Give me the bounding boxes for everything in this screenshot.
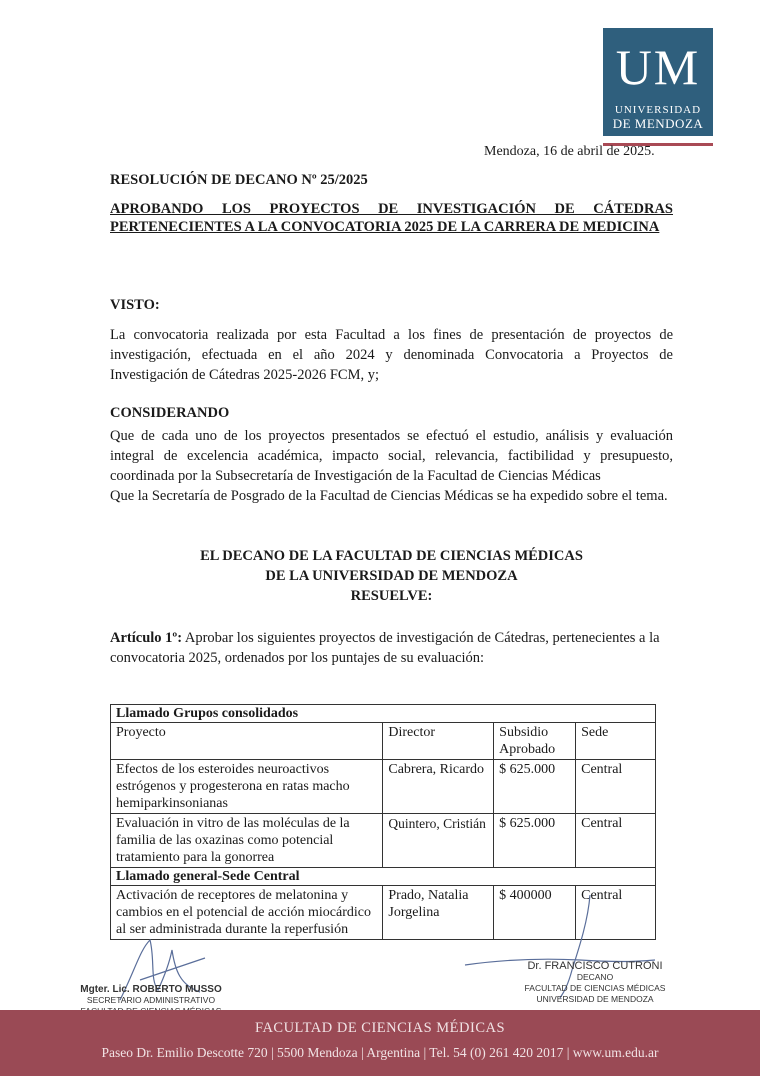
dean-name: Dr. FRANCISCO CUTRONI (527, 960, 663, 972)
resolution-number: RESOLUCIÓN DE DECANO Nº 25/2025 (110, 172, 368, 188)
article-1-text: Aprobar los siguientes proyectos de investigación de Cátedras, pertenecientes a la convocatoria 2025, ordenados por los puntajes de su evaluación: (110, 630, 660, 666)
cell-subsidy: $ 625.000 (494, 814, 576, 868)
page-footer (0, 1010, 760, 1076)
signature-block-dean (520, 961, 670, 1005)
considerando-body (110, 426, 673, 506)
visto-heading: VISTO: (110, 297, 160, 313)
section-title-consolidated: Llamado Grupos consolidados (111, 705, 656, 723)
dean-role: DECANO (576, 972, 614, 982)
dean-faculty: FACULTAD DE CIENCIAS MÉDICAS (524, 983, 666, 993)
considerando-heading: CONSIDERANDO (110, 405, 230, 421)
resolve-heading (110, 546, 673, 606)
resolution-subject: APROBANDO LOS PROYECTOS DE INVESTIGACIÓN DE CÁTEDRAS PERTENECIENTES A LA CONVOCATORIA 2025 DE LA CARRERA DE MEDICINA (110, 201, 673, 235)
cell-subsidy: $ 400000 (494, 886, 576, 940)
footer-address: Paseo Dr. Emilio Descotte 720 | 5500 Mendoza | Argentina | Tel. 54 (0) 261 420 2017 | www.um.edu.ar (101, 1045, 659, 1060)
considerando-paragraph-2: Que la Secretaría de Posgrado de la Facultad de Ciencias Médicas se ha expedido sobre el tema. (110, 488, 668, 504)
resolve-heading-line-1: EL DECANO DE LA FACULTAD DE CIENCIAS MÉDICAS (200, 548, 583, 564)
cell-director: Cabrera, Ricardo (383, 760, 494, 814)
date-line: Mendoza, 16 de abril de 2025. (484, 144, 655, 159)
table-section-row (111, 705, 656, 723)
resolve-heading-line-2: DE LA UNIVERSIDAD DE MENDOZA (265, 568, 518, 584)
cell-director: Quintero, Cristián (383, 814, 494, 868)
cell-project: Efectos de los esteroides neuroactivos estrógenos y progesterona en ratas macho hemiparkinsonianas (111, 760, 383, 814)
header-subsidy: Subsidio Aprobado (494, 723, 576, 760)
secretary-name: Mgter. Lic. ROBERTO MUSSO (80, 984, 222, 995)
article-1-label: Artículo 1º: (110, 630, 183, 646)
cell-site: Central (576, 814, 656, 868)
logo-line-2: DE MENDOZA (612, 116, 704, 131)
footer-faculty: FACULTAD DE CIENCIAS MÉDICAS (254, 1020, 506, 1036)
considerando-paragraph-1: Que de cada uno de los proyectos presentados se efectuó el estudio, análisis y evaluación integral de excelencia académica, impacto social, relevancia, factibilidad y presupuesto, coordinada por la Subsecretaría de Investigación de la Facultad de Ciencias Médicas (110, 428, 673, 484)
cell-project: Activación de receptores de melatonina y cambios en el potencial de acción miocárdico al ser administrada durante la reperfusión (111, 886, 383, 940)
table-header-row (111, 723, 656, 760)
logo-line-1: UNIVERSIDAD (614, 104, 702, 116)
cell-site: Central (576, 760, 656, 814)
article-1 (110, 628, 673, 668)
table-section-row (111, 868, 656, 886)
table-row (111, 814, 656, 868)
section-title-general: Llamado general-Sede Central (111, 868, 656, 886)
table-row (111, 760, 656, 814)
secretary-role: SECRETARIO ADMINISTRATIVO (86, 995, 216, 1005)
visto-text: La convocatoria realizada por esta Facultad a los fines de presentación de proyectos de investigación, efectuada en el año 2024 y denominada Convocatoria a Proyectos de Investigación de Cátedras 2025-2026 FCM, y; (110, 327, 673, 383)
cell-director: Prado, Natalia Jorgelina (383, 886, 494, 940)
cell-subsidy: $ 625.000 (494, 760, 576, 814)
header-director: Director (383, 723, 494, 760)
cell-project: Evaluación in vitro de las moléculas de la familia de las oxazinas como potencial tratamiento para la gonorrea (111, 814, 383, 868)
resolve-heading-line-3: RESUELVE: (350, 588, 433, 604)
cell-site: Central (576, 886, 656, 940)
university-logo (603, 28, 713, 136)
header-project: Proyecto (111, 723, 383, 760)
logo-initials: UM (615, 39, 701, 95)
dean-university: UNIVERSIDAD DE MENDOZA (536, 994, 654, 1004)
header-site: Sede (576, 723, 656, 760)
